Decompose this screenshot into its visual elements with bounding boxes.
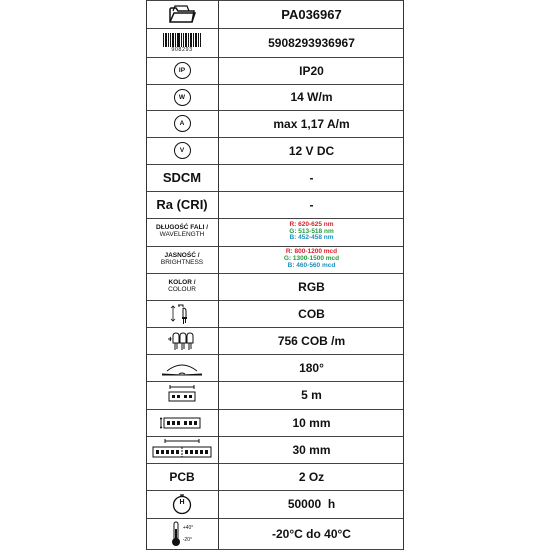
colour-value: RGB [298,279,325,294]
barcode-value: 5908293936967 [268,35,355,50]
row-temperature [146,518,404,549]
row-led-type [146,300,404,327]
row-cut [146,381,404,409]
row-current [146,110,404,137]
power-value: 14 W/m [290,90,333,104]
row-code [146,0,404,28]
sdcm-value: - [309,170,314,185]
spec-sheet [146,0,404,550]
wavelength-label: DŁUGOŚĆ FALI / WAVELENGTH [156,224,208,238]
table-right-border [403,0,404,550]
temperature-value: -20°C do 40°C [272,526,351,541]
thermometer-icon: +40° -20° [146,518,219,549]
row-cri [146,191,404,218]
width-value: 10 mm [292,415,331,430]
pcb-value: 2 Oz [298,469,325,484]
pcb-label: PCB [146,463,219,490]
row-brightness [146,246,404,273]
led-count-value: 756 COB /m [277,333,346,348]
strip-length-icon [146,381,219,409]
voltage-value: 12 V DC [288,143,335,158]
wavelength-values: R: 620-625 nm G: 513-518 nm B: 452-458 nm [289,220,334,242]
row-colour [146,273,404,300]
row-pcb [146,463,404,490]
led-diode-icon [146,300,219,327]
angle-value: 180° [299,360,324,375]
barcode-icon [146,28,219,57]
row-led-count [146,327,404,354]
current-icon: A [174,115,191,132]
row-angle [146,354,404,381]
row-wavelength [146,218,404,246]
voltage-icon: V [174,142,191,159]
row-ip [146,57,404,84]
table-left-border [146,0,147,550]
brightness-values: R: 800-1200 mcd G: 1300-1500 mcd B: 460-560 mcd [283,248,340,269]
strip-width-icon [146,409,219,436]
row-lifetime [146,490,404,518]
beam-angle-icon [146,354,219,381]
folder-icon [146,0,219,28]
cri-label: Ra (CRI) [146,191,219,218]
ip-value: IP20 [299,63,324,78]
row-sdcm [146,164,404,191]
power-icon: W [174,89,191,106]
row-power [146,84,404,110]
row-voltage [146,137,404,164]
cri-value: - [309,197,314,212]
barcode-digits: 908293 [171,46,193,53]
brightness-label: JASNOŚĆ / BRIGHTNESS [160,251,204,266]
current-value: max 1,17 A/m [273,116,350,131]
section-length-icon [146,436,219,463]
led-type-value: COB [298,306,325,321]
product-code: PA036967 [281,6,342,22]
colour-label: KOLOR / COLOUR [168,278,196,293]
ip-icon: IP [174,62,191,79]
row-width [146,409,404,436]
section-value: 30 mm [292,442,331,457]
lifetime-value: 50000 h [287,497,336,511]
row-barcode [146,28,404,57]
led-count-icon [146,327,219,354]
hourglass-icon: H [146,490,219,518]
sdcm-label: SDCM [146,164,219,191]
row-section [146,436,404,463]
cut-value: 5 m [301,388,322,402]
